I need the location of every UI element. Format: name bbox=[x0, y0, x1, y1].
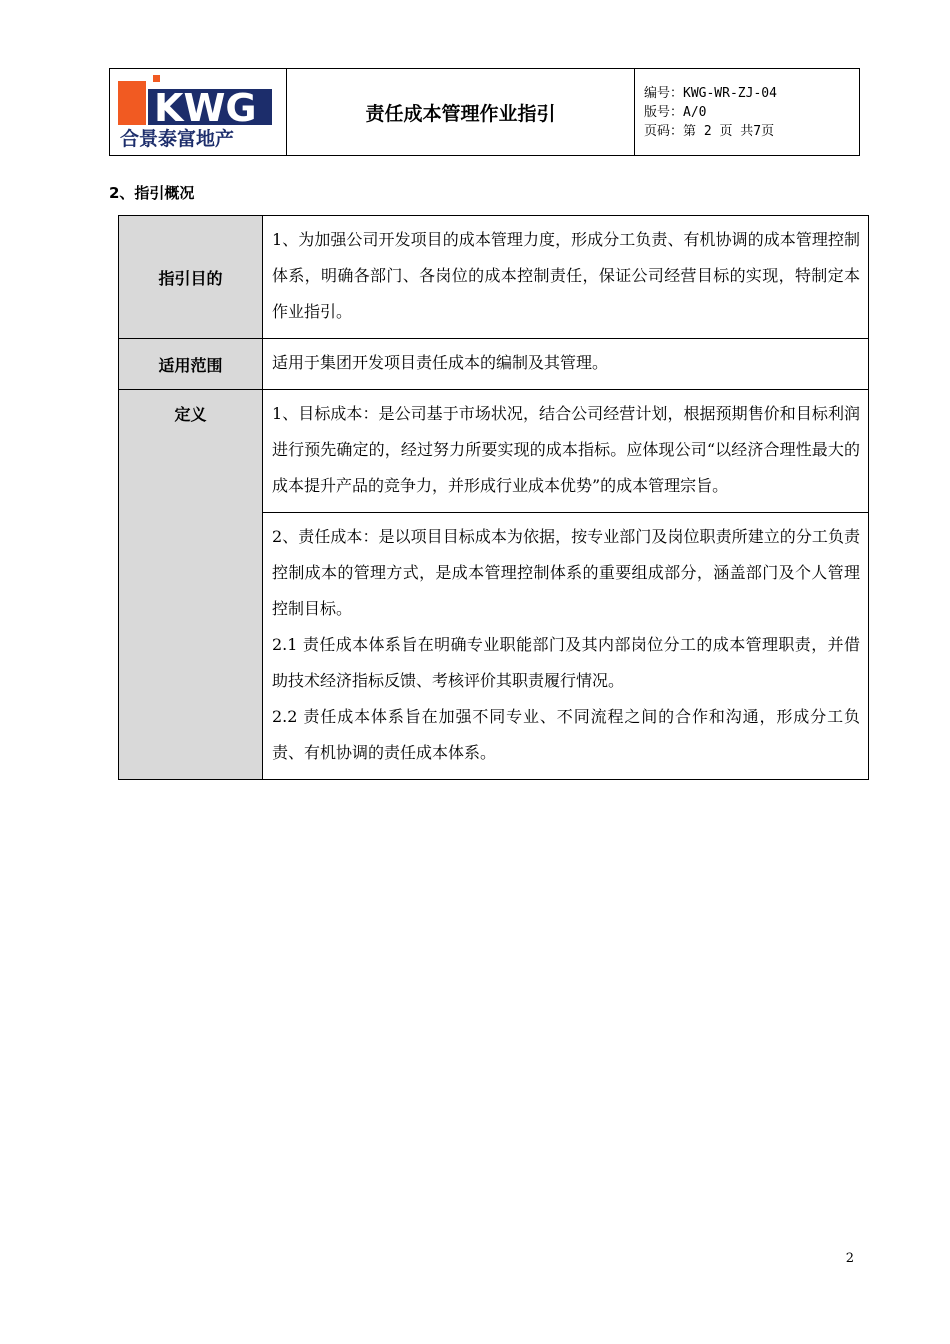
document-meta bbox=[635, 69, 860, 156]
definition-responsibility-cost bbox=[263, 513, 869, 780]
kwg-logo-icon bbox=[118, 75, 278, 149]
page-number: 2 bbox=[845, 1251, 854, 1266]
logo-brand-text: KWG bbox=[154, 86, 257, 130]
guideline-overview-table bbox=[118, 215, 869, 780]
section-heading: 2、指引概况 bbox=[109, 184, 195, 202]
logo-cell bbox=[110, 69, 287, 156]
scope-text: 适用于集团开发项目责任成本的编制及其管理。 bbox=[272, 353, 609, 372]
table-row-purpose bbox=[119, 216, 869, 339]
definition-item-1: 1、目标成本：是公司基于市场状况，结合公司经营计划，根据预期售价和目标利润进行预先确定的，经过努力所要实现的成本指标。应体现公司“以经济合理性最大的成本提升产品的竞争力，并形成行业成本优势”的成本管理宗旨。 bbox=[272, 404, 860, 495]
document-header bbox=[109, 68, 860, 156]
purpose-text: 1、为加强公司开发项目的成本管理力度，形成分工负责、有机协调的成本管理控制体系，明确各部门、各岗位的成本控制责任，保证公司经营目标的实现，特制定本作业指引。 bbox=[272, 230, 860, 321]
scope-label: 适用范围 bbox=[119, 339, 263, 390]
table-row-scope bbox=[119, 339, 869, 390]
definition-label: 定义 bbox=[119, 390, 263, 780]
definition-item-2-2: 2.2 责任成本体系旨在加强不同专业、不同流程之间的合作和沟通，形成分工负责、有机协调的责任成本体系。 bbox=[272, 707, 860, 762]
definition-item-2-1: 2.1 责任成本体系旨在明确专业职能部门及其内部岗位分工的成本管理职责，并借助技术经济指标反馈、考核评价其职责履行情况。 bbox=[272, 635, 860, 690]
purpose-label: 指引目的 bbox=[119, 216, 263, 339]
doc-page-info: 页码：第 2 页 共7页 bbox=[644, 123, 775, 139]
table-row-definition-1 bbox=[119, 390, 869, 513]
doc-number: 编号：KWG-WR-ZJ-04 bbox=[644, 85, 777, 101]
purpose-content bbox=[263, 216, 869, 339]
definition-target-cost bbox=[263, 390, 869, 513]
logo-company-name: 合景泰富地产 bbox=[120, 128, 235, 149]
doc-version: 版号：A/0 bbox=[644, 104, 707, 120]
scope-content bbox=[263, 339, 869, 390]
document-title: 责任成本管理作业指引 bbox=[287, 69, 635, 156]
definition-item-2: 2、责任成本：是以项目目标成本为依据，按专业部门及岗位职责所建立的分工负责控制成本的管理方式，是成本管理控制体系的重要组成部分，涵盖部门及个人管理控制目标。 bbox=[272, 527, 860, 618]
company-logo bbox=[110, 69, 286, 155]
